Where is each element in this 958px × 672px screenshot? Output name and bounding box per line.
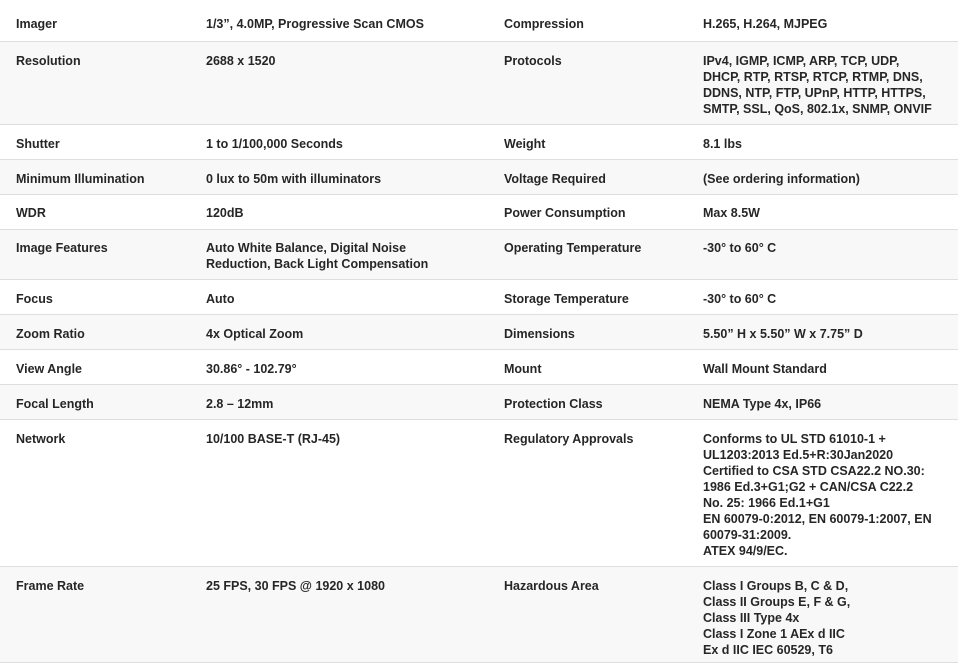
spec-label: Shutter: [16, 136, 60, 151]
spec-row: [0, 124, 958, 159]
spec-row: [0, 159, 958, 194]
spec-row: [0, 0, 958, 41]
spec-value: 2688 x 1520: [206, 53, 276, 68]
spec-value: 10/100 BASE-T (RJ-45): [206, 431, 341, 446]
spec-value: IPv4, IGMP, ICMP, ARP, TCP, UDP, DHCP, RTP, RTSP, RTCP, RTMP, DNS, DDNS, NTP, FTP, UPnP, HTTP, HTTPS, SMTP, SSL, QoS, 802.1x, SNMP, ONVIF: [703, 53, 932, 116]
spec-row: [0, 194, 958, 229]
spec-label: Resolution: [16, 53, 81, 68]
spec-value: 2.8 – 12mm: [206, 396, 274, 411]
spec-label: Mount: [504, 361, 542, 376]
spec-row: [0, 419, 958, 566]
spec-label: Power Consumption: [504, 205, 626, 220]
spec-row: [0, 384, 958, 419]
spec-label: Operating Temperature: [504, 240, 642, 255]
spec-label: Zoom Ratio: [16, 326, 85, 341]
spec-label: Imager: [16, 17, 57, 31]
spec-value: -30° to 60° C: [703, 291, 777, 306]
spec-label: Minimum Illumination: [16, 171, 145, 186]
spec-label: Focal Length: [16, 396, 94, 411]
spec-row: [0, 41, 958, 124]
spec-value: 4x Optical Zoom: [206, 326, 304, 341]
spec-label: Focus: [16, 291, 53, 306]
spec-value: H.265, H.264, MJPEG: [703, 17, 828, 31]
spec-label: Protocols: [504, 53, 562, 68]
spec-label: Image Features: [16, 240, 108, 255]
spec-row: [0, 279, 958, 314]
spec-value: Conforms to UL STD 61010-1 + UL1203:2013 Ed.5+R:30Jan2020 Certified to CSA STD CSA22.2 NO.30: 1986 Ed.3+G1;G2 + CAN/CSA C22.2 No. 25: 1966 Ed.1+G1 EN 60079-0:2012, EN 60079-1:2007, EN 60079-31:2009. ATEX 94/9/EC.: [703, 431, 932, 558]
spec-label: Regulatory Approvals: [504, 431, 634, 446]
spec-label: Hazardous Area: [504, 578, 599, 593]
spec-value: NEMA Type 4x, IP66: [703, 396, 822, 411]
spec-value: Max 8.5W: [703, 205, 760, 220]
spec-label: Storage Temperature: [504, 291, 629, 306]
spec-value: -30° to 60° C: [703, 240, 777, 255]
spec-label: View Angle: [16, 361, 82, 376]
spec-label: Compression: [504, 17, 584, 31]
spec-value: 1 to 1/100,000 Seconds: [206, 136, 343, 151]
spec-value: 0 lux to 50m with illuminators: [206, 171, 382, 186]
spec-value: 8.1 lbs: [703, 136, 742, 151]
spec-value: (See ordering information): [703, 171, 860, 186]
spec-label: Voltage Required: [504, 171, 606, 186]
spec-label: Network: [16, 431, 66, 446]
spec-row: [0, 229, 958, 279]
spec-label: Dimensions: [504, 326, 575, 341]
spec-value: Wall Mount Standard: [703, 361, 827, 376]
spec-label: WDR: [16, 205, 46, 220]
spec-row: [0, 314, 958, 349]
spec-value: 30.86° - 102.79°: [206, 361, 297, 376]
spec-value: 25 FPS, 30 FPS @ 1920 x 1080: [206, 578, 385, 593]
spec-value: 1/3”, 4.0MP, Progressive Scan CMOS: [206, 17, 424, 31]
spec-row: [0, 566, 958, 662]
spec-value: Class I Groups B, C & D, Class II Groups E, F & G, Class III Type 4x Class I Zone 1 AEx d IIC Ex d IIC IEC 60529, T6: [703, 578, 851, 657]
spec-label: Protection Class: [504, 396, 603, 411]
spec-label: Weight: [504, 136, 546, 151]
spec-value: Auto: [206, 291, 235, 306]
spec-label: Frame Rate: [16, 578, 85, 593]
spec-value: 120dB: [206, 205, 244, 220]
spec-value: 5.50” H x 5.50” W x 7.75” D: [703, 326, 863, 341]
spec-value: Auto White Balance, Digital Noise Reduction, Back Light Compensation: [206, 240, 429, 271]
spec-row: [0, 349, 958, 384]
